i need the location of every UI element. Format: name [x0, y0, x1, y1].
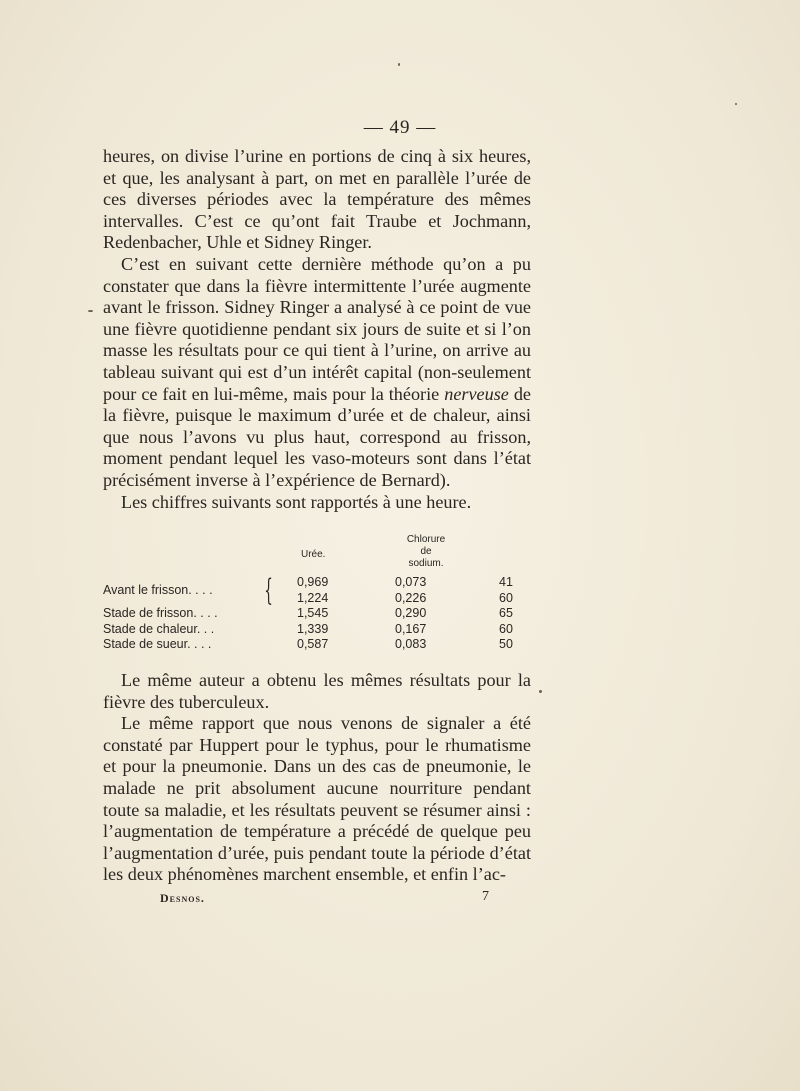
cell-third: 60	[499, 621, 513, 636]
cell-uree: 0,969	[297, 575, 329, 589]
row-label: Stade de frisson. . . .	[103, 606, 218, 620]
row-label: Avant le frisson. . . .	[103, 583, 213, 597]
brace-icon: {	[264, 573, 273, 608]
table-row	[103, 606, 531, 622]
cell-chlorure: 0,073	[395, 575, 427, 589]
row-label: Stade de sueur. . . .	[103, 637, 212, 651]
table-header	[103, 534, 531, 574]
cell-chlorure: 0,083	[395, 637, 427, 651]
paragraph-2-text-b: de la fièvre, puisque le maximum d’urée et de chaleur, ainsi que nous l’avons vu plus haut, correspond au frisson, moment pendant lequel les vaso-moteurs sont dans l’état précisément inverse à l’expérience de Bernard).	[103, 383, 532, 490]
cell-uree: 1,224	[297, 590, 329, 605]
paper-speck	[398, 63, 400, 66]
footer-author-signature: Desnos.	[160, 891, 205, 905]
data-table	[103, 575, 531, 653]
header-chlorure-line-3: sodium.	[408, 558, 444, 569]
cell-uree: 0,587	[297, 637, 329, 651]
cell-uree: 1,339	[297, 621, 329, 636]
cell-chlorure: 0,226	[395, 590, 427, 605]
header-chlorure	[391, 534, 461, 570]
row-label: Stade de chaleur. . .	[103, 621, 215, 636]
page-number: — 49 —	[363, 117, 437, 138]
text-block-lower	[103, 670, 531, 886]
paragraph-2-text-a: C’est en suivant cette dernière méthode qu’on a pu constater que dans la fièvre intermittente l’urée augmente avant le frisson. Sidney Ringer a analysé à ce point de vue une fièvre quotidienne pendant six jours de suite et si l’on masse les résultats pour ce qui tient à l’urine, on arrive au tableau suivant qui est d’un intérêt capital (non-seulement pour ce fait en lui-même, mais pour la théorie	[103, 253, 531, 404]
cell-third: 65	[499, 606, 513, 620]
cell-chlorure: 0,290	[395, 606, 427, 620]
cell-third: 50	[499, 637, 513, 651]
paper-speck	[88, 310, 93, 312]
paragraph-2	[103, 254, 531, 492]
paper-speck	[539, 690, 542, 693]
paragraph-1: heures, on divise l’urine en portions de cinq à six heures, et que, les analysant à part, on met en parallèle l’urée de ces diverses périodes avec la température des mêmes intervalles. C’est ce qu’ont fait Traube et Jochmann, Redenbacher, Uhle et Sidney Ringer.	[103, 146, 531, 253]
cell-third: 60	[499, 590, 513, 605]
paper-speck	[735, 103, 737, 105]
paragraph-5: Le même rapport que nous venons de signaler a été constaté par Huppert pour le typhus, pour le rhumatisme et pour la pneumonie. Dans un des cas de pneumonie, le malade ne prit absolument aucune nourriture pendant toute sa maladie, et les résultats peuvent se résumer ainsi : l’augmentation de température a précédé de quelque peu l’augmentation d’urée, puis pendant toute la période d’état les deux phénomènes marchent ensemble, et enfin l’ac-	[103, 713, 531, 885]
table-row	[103, 637, 531, 653]
header-uree: Urée.	[301, 549, 326, 560]
paragraph-4: Le même auteur a obtenu les mêmes résultats pour la fièvre des tuberculeux.	[103, 670, 531, 712]
table-row-avant	[103, 575, 531, 606]
text-block-upper	[103, 146, 531, 513]
cell-third: 41	[499, 575, 513, 589]
table-row	[103, 622, 531, 638]
paragraph-2-italic: nerveuse	[444, 383, 509, 404]
header-chlorure-line-1: Chlorure	[406, 534, 446, 545]
paragraph-3: Les chiffres suivants sont rapportés à une heure.	[121, 491, 472, 512]
cell-uree: 1,545	[297, 606, 329, 620]
cell-chlorure: 0,167	[395, 621, 427, 636]
footer-gathering-number: 7	[482, 889, 489, 904]
header-chlorure-line-2: de	[420, 546, 432, 557]
